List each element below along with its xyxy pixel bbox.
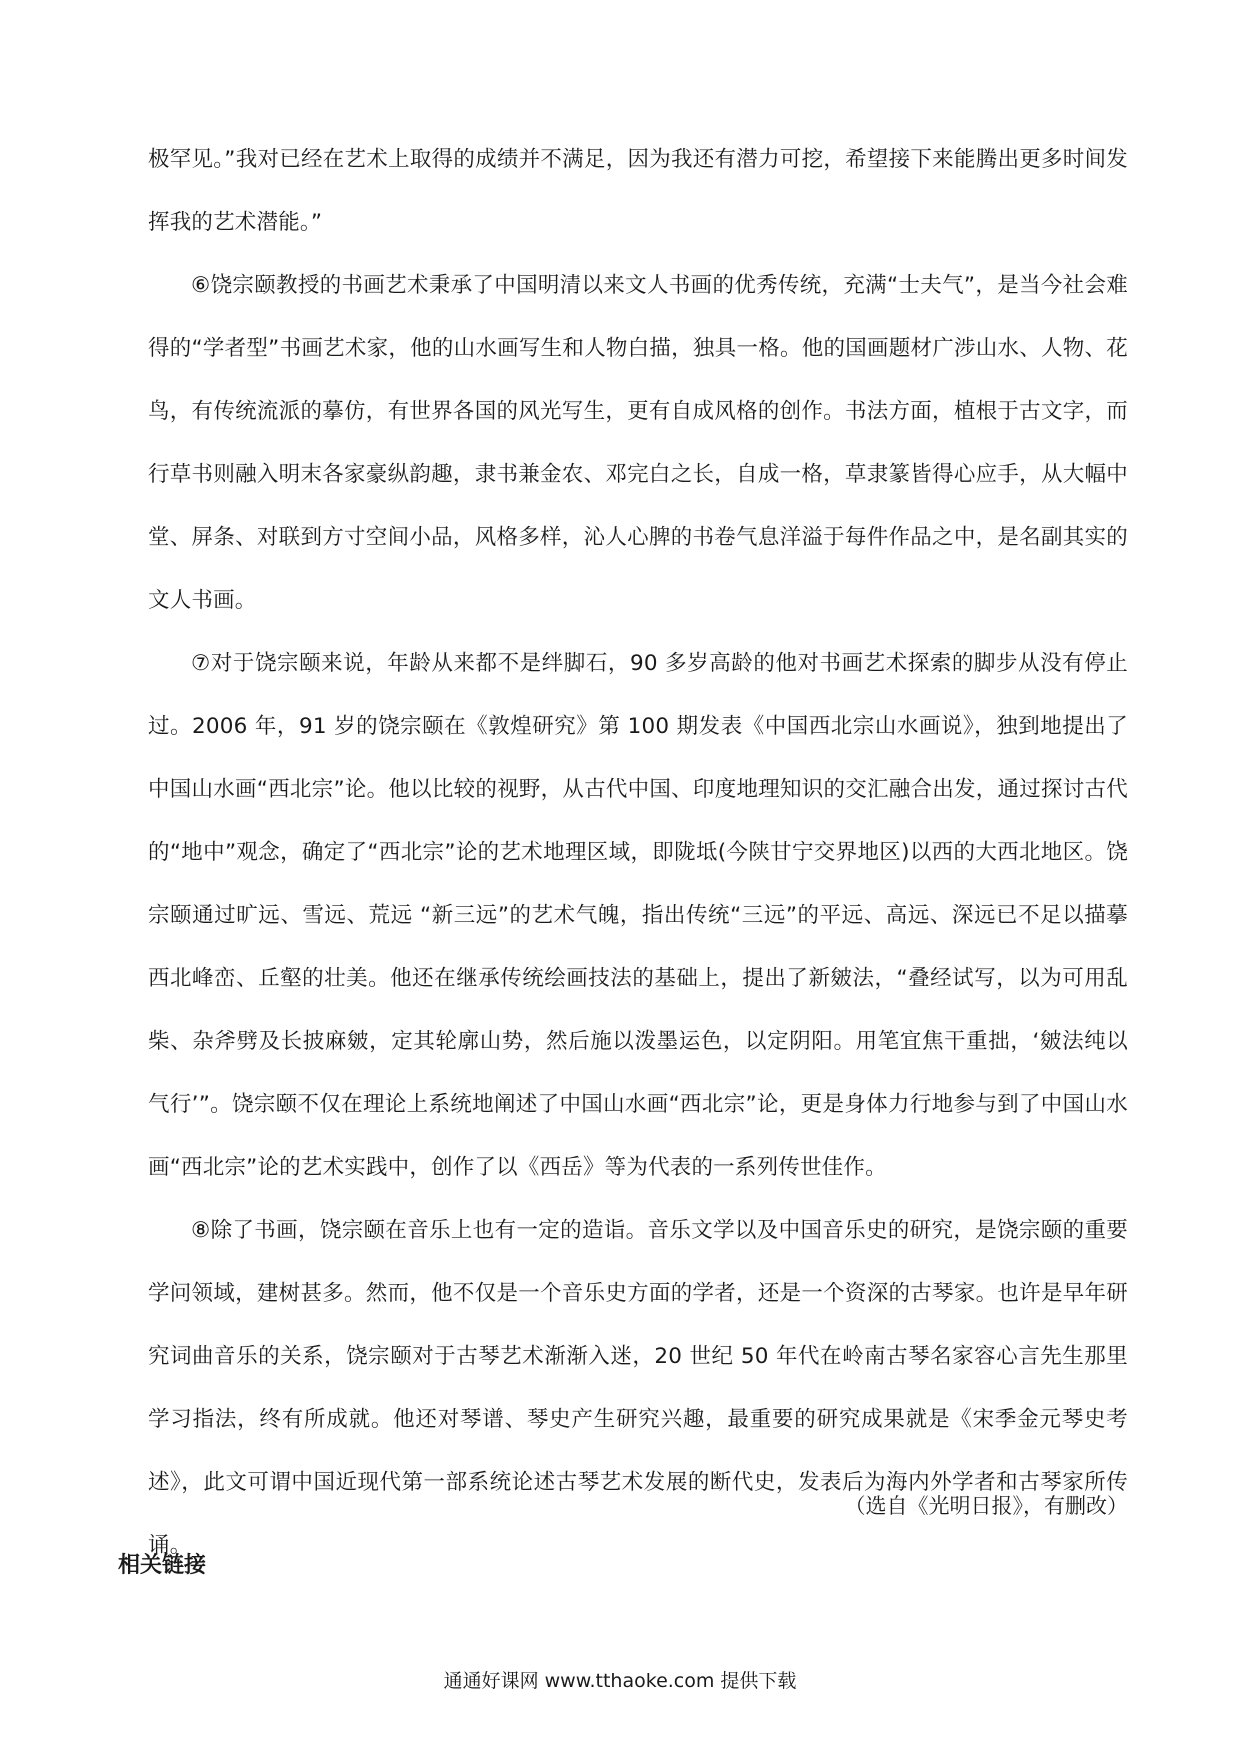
article-body [148,128,1128,1577]
page-footer: 通通好课网 www.tthaoke.com 提供下载 [443,1670,797,1692]
source-citation: （选自《光明日报》，有删改） [844,1494,1128,1518]
section-heading-related-links: 相关链接 [118,1553,207,1578]
paragraph-8: ⑧除了书画，饶宗颐在音乐上也有一定的造诣。音乐文学以及中国音乐史的研究，是饶宗颐的重要学问领域，建树甚多。然而，他不仅是一个音乐史方面的学者，还是一个资深的古琴家。也许是早年研究词曲音乐的关系，饶宗颐对于古琴艺术渐渐入迷，20 世纪 50 年代在岭南古琴名家容心言先生那里学习指法，终有所成就。他还对琴谱、琴史产生研究兴趣，最重要的研究成果就是《宋季金元琴史考述》，此文可谓中国近现代第一部系统论述古琴艺术发展的断代史，发表后为海内外学者和古琴家所传诵。 [148,1218,1128,1558]
paragraph-7: ⑦对于饶宗颐来说，年龄从来都不是绊脚石，90 多岁高龄的他对书画艺术探索的脚步从没有停止过。2006 年，91 岁的饶宗颐在《敦煌研究》第 100 期发表《中国西北宗山水画说》，独到地提出了中国山水画“西北宗”论。他以比较的视野，从古代中国、印度地理知识的交汇融合出发，通过探讨古代的“地中”观念，确定了“西北宗”论的艺术地理区域，即陇坻(今陕甘宁交界地区)以西的大西北地区。饶宗颐通过旷远、雪远、荒远 “新三远”的艺术气魄，指出传统“三远”的平远、高远、深远已不足以描摹西北峰峦、丘壑的壮美。他还在继承传统绘画技法的基础上，提出了新皴法，“叠经试写，以为可用乱柴、杂斧劈及长披麻皴，定其轮廓山势，然后施以泼墨运色，以定阴阳。用笔宜焦干重拙，‘皴法纯以气行’”。饶宗颐不仅在理论上系统地阐述了中国山水画“西北宗”论，更是身体力行地参与到了中国山水画“西北宗”论的艺术实践中，创作了以《西岳》等为代表的一系列传世佳作。 [148,651,1128,1180]
paragraph-continuation: 极罕见。”我对已经在艺术上取得的成绩并不满足，因为我还有潜力可挖，希望接下来能腾出更多时间发挥我的艺术潜能。” [148,147,1128,235]
paragraph-6: ⑥饶宗颐教授的书画艺术秉承了中国明清以来文人书画的优秀传统，充满“士夫气”，是当今社会难得的“学者型”书画艺术家，他的山水画写生和人物白描，独具一格。他的国画题材广涉山水、人物、花鸟，有传统流派的摹仿，有世界各国的风光写生，更有自成风格的创作。书法方面，植根于古文字，而行草书则融入明末各家豪纵韵趣，隶书兼金农、邓完白之长，自成一格，草隶篆皆得心应手，从大幅中堂、屏条、对联到方寸空间小品，风格多样，沁人心脾的书卷气息洋溢于每件作品之中，是名副其实的文人书画。 [148,273,1128,613]
